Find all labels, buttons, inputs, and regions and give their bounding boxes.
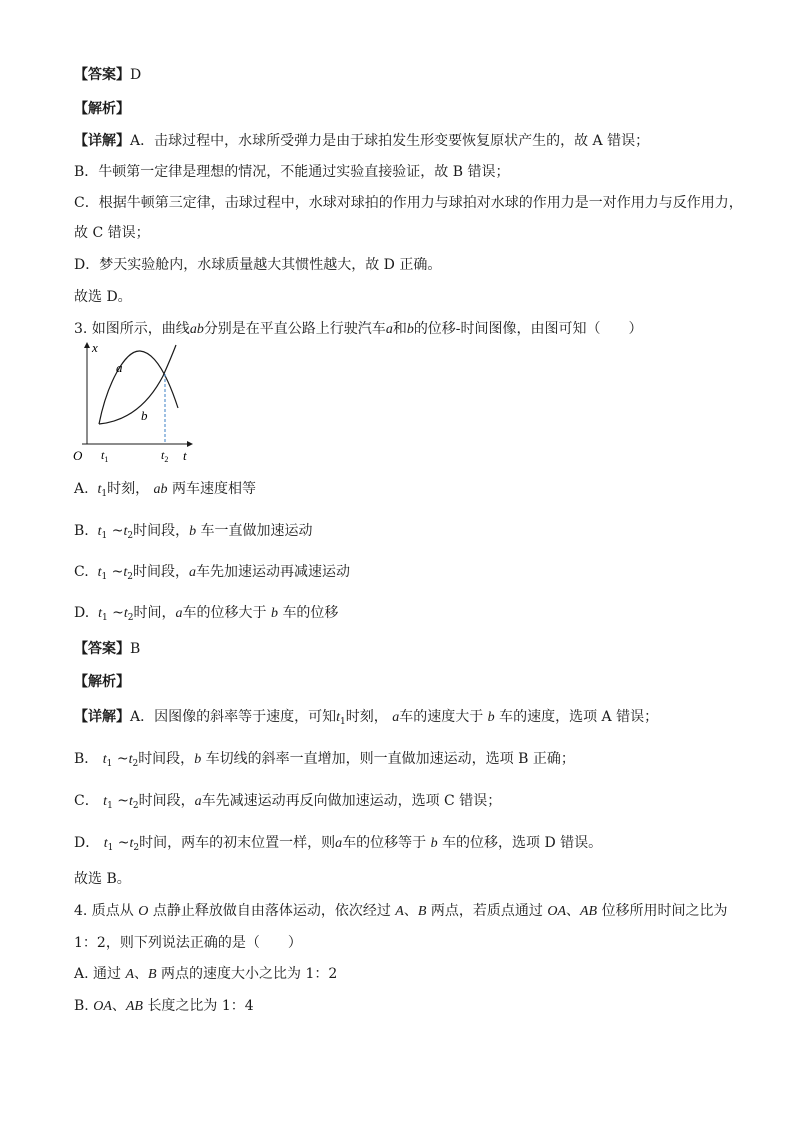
option-text: 两车速度相等 xyxy=(172,481,256,497)
detail-text: 时间段， xyxy=(138,793,195,809)
q3-option-d[interactable] xyxy=(74,604,338,627)
option-text: 两点的速度大小之比为 1：2 xyxy=(161,966,338,982)
tilde: ~ xyxy=(117,793,129,809)
subscript: 1 xyxy=(101,613,108,623)
q4-text: 位移所用时间之比为 xyxy=(601,903,728,919)
segment-ab: AB xyxy=(580,904,598,919)
detail-text: 车的速度大于 xyxy=(399,709,484,725)
tilde: ~ xyxy=(111,564,124,580)
t-symbol: t xyxy=(123,565,128,580)
car-symbol: b xyxy=(194,752,202,767)
t-symbol: t xyxy=(97,524,102,539)
separator: 、 xyxy=(566,903,580,919)
option-text: 车的位移 xyxy=(282,605,339,621)
detail-text: 车的位移等于 xyxy=(342,835,427,851)
t-symbol: t xyxy=(129,836,134,851)
subscript: 1 xyxy=(107,801,113,811)
car-symbol: b xyxy=(270,606,278,621)
segment-ab: AB xyxy=(125,999,143,1014)
xt-graph xyxy=(70,338,200,468)
subscript: 2 xyxy=(127,531,134,541)
t1-label: $t_1$ xyxy=(101,448,109,464)
detail-text: A．因图像的斜率等于速度，可知 xyxy=(130,709,337,725)
car-symbol: b xyxy=(189,524,197,539)
answer-line-1 xyxy=(74,66,141,84)
separator: 、 xyxy=(403,903,418,919)
detail-text: C． xyxy=(74,793,99,809)
t-symbol: t xyxy=(98,606,102,621)
t-symbol: t xyxy=(97,565,102,580)
q4-text: 两点，若质点通过 xyxy=(430,903,543,919)
subscript: 1 xyxy=(107,843,114,853)
car-symbol: b xyxy=(487,710,495,725)
point-b: B xyxy=(148,967,157,982)
q4-option-b[interactable] xyxy=(74,997,254,1016)
tilde: ~ xyxy=(117,835,130,851)
answer-tag: 【答案】 xyxy=(74,641,130,657)
q3-stem-part: 分别是在平直公路上行驶汽车 xyxy=(203,321,386,337)
t-symbol: t xyxy=(103,836,108,851)
choose-line-2: 故选 B。 xyxy=(74,871,131,887)
segment-oa: OA xyxy=(93,999,112,1014)
subscript: 1 xyxy=(106,759,113,769)
question-4-stem-line1 xyxy=(74,902,728,921)
subscript: 1 xyxy=(340,717,346,727)
q3-car-a: a xyxy=(385,322,393,337)
detail-text: B． xyxy=(74,751,99,767)
detail-b-1: B．牛顿第一定律是理想的情况，不能通过实验直接验证，故 B 错误； xyxy=(74,164,510,180)
subscript: 2 xyxy=(133,843,140,853)
option-text: 时间段， xyxy=(133,523,190,539)
t-axis-label: t xyxy=(183,448,187,463)
detail-text: 时间段， xyxy=(138,751,195,767)
q3-stem-part: 和 xyxy=(392,321,407,337)
option-letter: B. xyxy=(74,523,89,539)
answer-line-2 xyxy=(74,640,140,658)
car-symbol: a xyxy=(189,565,197,580)
car-symbol: a xyxy=(335,836,343,851)
detail-a-1 xyxy=(74,132,649,150)
t-symbol: t xyxy=(102,752,107,767)
tilde: ~ xyxy=(116,751,129,767)
separator: 、 xyxy=(134,966,149,982)
detail-c-2 xyxy=(74,792,501,815)
subscript: 2 xyxy=(127,572,134,582)
detail-tag: 【详解】 xyxy=(74,133,130,149)
detail-a-2 xyxy=(74,708,658,731)
t-symbol: t xyxy=(103,794,108,809)
option-letter: D. xyxy=(74,605,90,621)
car-symbol: a xyxy=(175,606,183,621)
detail-text: 车切线的斜率一直增加，则一直做加速运动，选项 B 正确； xyxy=(205,751,575,767)
detail-text: 车的位移，选项 D 错误。 xyxy=(442,835,603,851)
detail-text: 时间，两车的初末位置一样，则 xyxy=(139,835,336,851)
option-text: 时间， xyxy=(133,605,176,621)
detail-a-text: A．击球过程中，水球所受弹力是由于球拍发生形变要恢复原状产生的，故 A 错误； xyxy=(130,133,650,149)
option-letter: A. xyxy=(74,481,89,497)
subscript: 1 xyxy=(101,489,108,499)
t2-label: $t_2$ xyxy=(161,448,169,464)
answer-value: D xyxy=(130,67,142,83)
point-o: O xyxy=(138,904,149,919)
segment-oa: OA xyxy=(547,904,566,919)
subscript: 2 xyxy=(127,613,134,623)
option-text: A. 通过 xyxy=(74,966,122,982)
option-letter: C. xyxy=(74,564,89,580)
ab-symbol: ab xyxy=(153,482,168,497)
option-text: 时刻， xyxy=(107,481,150,497)
curve-b-label: b xyxy=(141,408,148,423)
tilde: ~ xyxy=(112,605,124,621)
t-symbol: t xyxy=(123,524,128,539)
option-text: 车先加速运动再减速运动 xyxy=(196,564,351,580)
answer-value: B xyxy=(130,641,141,657)
t-symbol: t xyxy=(128,752,133,767)
detail-c-1-line2: 故 C 错误； xyxy=(74,225,150,241)
q4-option-a[interactable] xyxy=(74,965,337,984)
origin-label: O xyxy=(73,448,83,463)
tilde: ~ xyxy=(111,523,124,539)
question-3-stem xyxy=(74,320,643,339)
curve-a-label: a xyxy=(116,360,123,375)
question-4-stem-line2: 1：2，则下列说法正确的是（ ） xyxy=(74,935,302,951)
x-axis-label: x xyxy=(92,340,98,355)
choose-line-1: 故选 D。 xyxy=(74,289,132,305)
car-symbol: a xyxy=(392,710,400,725)
q3-stem-part: 的位移-时间图像，由图可知（ ） xyxy=(413,321,643,337)
q4-text: 点静止释放做自由落体运动，依次经过 xyxy=(152,903,391,919)
option-text: 车一直做加速运动 xyxy=(200,523,313,539)
t-symbol: t xyxy=(128,794,133,809)
car-symbol: a xyxy=(194,794,202,809)
detail-c-1-line1: C．根据牛顿第三定律，击球过程中，水球对球拍的作用力与球拍对水球的作用力是一对作用力与反作用力， xyxy=(74,195,743,211)
option-text: 时间段， xyxy=(133,564,190,580)
analysis-tag-2: 【解析】 xyxy=(74,674,130,690)
detail-d-2 xyxy=(74,834,602,857)
point-b: B xyxy=(417,904,427,919)
subscript: 2 xyxy=(132,759,139,769)
car-symbol: b xyxy=(430,836,438,851)
subscript: 1 xyxy=(101,572,108,582)
option-text: 长度之比为 1：4 xyxy=(147,998,254,1014)
q3-option-b[interactable] xyxy=(74,522,313,545)
detail-text: 车的速度，选项 A 错误； xyxy=(499,709,659,725)
analysis-tag-1: 【解析】 xyxy=(74,101,130,117)
curve-a xyxy=(99,351,178,424)
q3-option-c[interactable] xyxy=(74,563,350,586)
point-a: A xyxy=(395,904,404,919)
q3-car-b: b xyxy=(406,322,414,337)
detail-text: 车先减速运动再反向做加速运动，选项 C 错误； xyxy=(201,793,502,809)
q3-curve-ab: ab xyxy=(189,322,204,337)
t-symbol: t xyxy=(97,482,102,497)
q3-option-a[interactable] xyxy=(74,480,256,503)
subscript: 2 xyxy=(132,801,139,811)
detail-b-2 xyxy=(74,750,575,773)
subscript: 1 xyxy=(101,531,108,541)
option-text: B. xyxy=(74,998,89,1014)
detail-text: 时刻， xyxy=(345,709,388,725)
detail-tag: 【详解】 xyxy=(74,709,130,725)
separator: 、 xyxy=(111,998,126,1014)
q3-stem-part: 3. 如图所示，曲线 xyxy=(74,321,190,337)
point-a: A xyxy=(125,967,135,982)
detail-text: D． xyxy=(74,835,100,851)
t-symbol: t xyxy=(123,606,128,621)
q4-text: 4. 质点从 xyxy=(74,903,134,919)
detail-d-1: D．梦天实验舱内，水球质量越大其惯性越大，故 D 正确。 xyxy=(74,257,442,273)
answer-tag: 【答案】 xyxy=(74,67,130,83)
t-symbol: t xyxy=(336,710,341,725)
option-text: 车的位移大于 xyxy=(182,605,267,621)
